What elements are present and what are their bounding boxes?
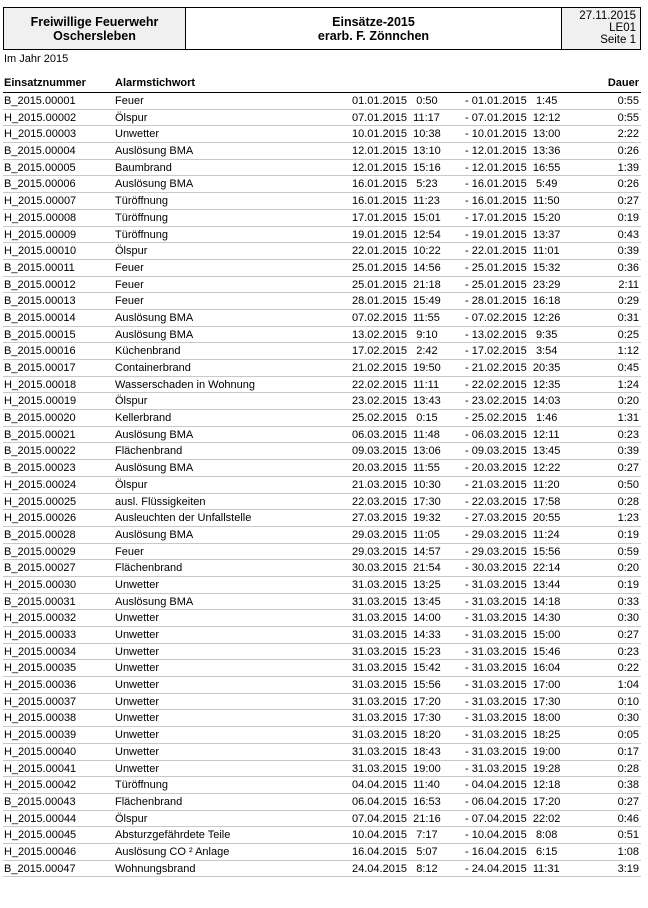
table-row	[3, 477, 641, 494]
cell-start-time: 10.04.2015 7:17	[352, 829, 438, 842]
meta-box	[562, 8, 640, 49]
column-header-dauer: Dauer	[607, 77, 639, 89]
cell-alarm-keyword: Türöffnung	[115, 211, 169, 224]
cell-end-time: - 12.01.2015 16:55	[465, 161, 561, 174]
cell-incident-number: H_2015.00039	[4, 729, 77, 742]
cell-duration: 0:27	[617, 462, 639, 475]
table-row	[3, 160, 641, 177]
cell-duration: 1:12	[617, 345, 639, 358]
cell-alarm-keyword: Türöffnung	[115, 779, 169, 792]
cell-alarm-keyword: Türöffnung	[115, 195, 169, 208]
cell-end-time: - 29.03.2015 15:56	[465, 545, 561, 558]
table-row	[3, 443, 641, 460]
cell-alarm-keyword: Containerbrand	[115, 362, 191, 374]
cell-duration: 0:59	[617, 545, 639, 558]
cell-end-time: - 31.03.2015 15:00	[465, 629, 561, 641]
cell-incident-number: B_2015.00017	[4, 362, 76, 374]
table-row	[3, 360, 641, 377]
cell-alarm-keyword: Auslösung BMA	[115, 145, 194, 158]
cell-alarm-keyword: Auslösung BMA	[115, 311, 194, 324]
report-subtitle: Im Jahr 2015	[4, 53, 69, 65]
cell-alarm-keyword: Flächenbrand	[115, 445, 183, 458]
cell-incident-number: B_2015.00029	[4, 545, 76, 558]
cell-duration: 0:27	[617, 629, 639, 641]
cell-end-time: - 23.02.2015 14:03	[465, 395, 561, 408]
cell-end-time: - 20.03.2015 12:22	[465, 462, 561, 475]
cell-end-time: - 30.03.2015 22:14	[465, 562, 561, 575]
cell-start-time: 16.01.2015 11:23	[352, 195, 440, 208]
cell-alarm-keyword: Feuer	[115, 545, 144, 558]
table-row	[3, 627, 641, 644]
cell-end-time: - 31.03.2015 18:25	[465, 729, 561, 742]
cell-end-time: - 12.01.2015 13:36	[465, 145, 561, 158]
cell-incident-number: B_2015.00016	[4, 345, 76, 358]
cell-end-time: - 16.01.2015 5:49	[465, 178, 558, 191]
table-row	[3, 110, 641, 127]
cell-alarm-keyword: Unwetter	[115, 629, 160, 641]
table-row	[3, 260, 641, 277]
cell-incident-number: H_2015.00008	[4, 211, 77, 224]
cell-alarm-keyword: Unwetter	[115, 578, 160, 591]
organization-city: Oschersleben	[53, 28, 136, 43]
cell-start-time: 31.03.2015 18:20	[352, 729, 441, 742]
cell-alarm-keyword: Türöffnung	[115, 228, 169, 241]
table-row	[3, 377, 641, 394]
cell-incident-number: H_2015.00046	[4, 845, 77, 858]
cell-duration: 1:31	[617, 412, 639, 425]
cell-end-time: - 10.04.2015 8:08	[465, 829, 558, 842]
cell-start-time: 25.01.2015 21:18	[352, 278, 441, 291]
cell-alarm-keyword: ausl. Flüssigkeiten	[115, 495, 206, 508]
table-row	[3, 777, 641, 794]
column-header-alarm: Alarmstichwort	[115, 77, 196, 89]
cell-duration: 0:28	[617, 762, 639, 775]
cell-alarm-keyword: Ölspur	[115, 111, 148, 124]
cell-incident-number: H_2015.00007	[4, 195, 77, 208]
cell-end-time: - 21.03.2015 11:20	[465, 478, 560, 491]
cell-end-time: - 16.04.2015 6:15	[465, 845, 558, 858]
cell-duration: 0:46	[617, 812, 639, 825]
cell-duration: 1:04	[617, 679, 639, 692]
cell-alarm-keyword: Wasserschaden in Wohnung	[115, 378, 256, 391]
cell-incident-number: H_2015.00044	[4, 812, 77, 825]
cell-incident-number: H_2015.00033	[4, 629, 77, 641]
cell-end-time: - 31.03.2015 17:30	[465, 695, 561, 708]
cell-start-time: 29.03.2015 14:57	[352, 545, 441, 558]
cell-duration: 0:27	[617, 195, 639, 208]
cell-end-time: - 31.03.2015 17:00	[465, 679, 561, 692]
cell-duration: 0:39	[617, 445, 639, 458]
cell-incident-number: B_2015.00023	[4, 462, 76, 475]
table-row	[3, 844, 641, 861]
cell-duration: 1:23	[617, 512, 639, 525]
cell-end-time: - 31.03.2015 13:44	[465, 578, 561, 591]
cell-alarm-keyword: Unwetter	[115, 645, 160, 658]
cell-start-time: 04.04.2015 11:40	[352, 779, 440, 792]
cell-end-time: - 04.04.2015 12:18	[465, 779, 561, 792]
cell-alarm-keyword: Feuer	[115, 278, 144, 291]
cell-alarm-keyword: Unwetter	[115, 695, 160, 708]
table-row	[3, 527, 641, 544]
cell-alarm-keyword: Baumbrand	[115, 161, 172, 174]
cell-start-time: 06.04.2015 16:53	[352, 795, 441, 808]
cell-duration: 0:31	[617, 311, 639, 324]
report-header	[3, 7, 641, 50]
cell-incident-number: B_2015.00013	[4, 295, 76, 308]
cell-incident-number: H_2015.00034	[4, 645, 77, 658]
cell-alarm-keyword: Wohnungsbrand	[115, 862, 196, 875]
cell-start-time: 19.01.2015 12:54	[352, 228, 441, 241]
cell-alarm-keyword: Unwetter	[115, 128, 160, 141]
cell-incident-number: B_2015.00014	[4, 311, 76, 324]
cell-alarm-keyword: Ölspur	[115, 245, 148, 258]
cell-incident-number: H_2015.00010	[4, 245, 77, 258]
table-row	[3, 293, 641, 310]
table-row	[3, 176, 641, 193]
cell-duration: 0:26	[617, 145, 639, 158]
table-row	[3, 610, 641, 627]
cell-end-time: - 24.04.2015 11:31	[465, 862, 560, 875]
cell-alarm-keyword: Ölspur	[115, 395, 148, 408]
cell-incident-number: H_2015.00019	[4, 395, 77, 408]
cell-incident-number: H_2015.00036	[4, 679, 77, 692]
cell-duration: 0:10	[617, 695, 639, 708]
cell-end-time: - 31.03.2015 19:00	[465, 745, 561, 758]
cell-duration: 0:23	[617, 428, 639, 441]
cell-alarm-keyword: Unwetter	[115, 712, 160, 725]
cell-alarm-keyword: Flächenbrand	[115, 562, 183, 575]
cell-duration: 0:38	[617, 779, 639, 792]
table-row	[3, 510, 641, 527]
cell-alarm-keyword: Flächenbrand	[115, 795, 183, 808]
cell-start-time: 22.01.2015 10:22	[352, 245, 441, 258]
cell-duration: 0:22	[617, 662, 639, 675]
cell-incident-number: B_2015.00022	[4, 445, 76, 458]
cell-alarm-keyword: Auslösung BMA	[115, 328, 194, 341]
cell-incident-number: B_2015.00021	[4, 428, 76, 441]
cell-alarm-keyword: Absturzgefährdete Teile	[115, 829, 231, 842]
organization-box	[4, 8, 186, 49]
table-row	[3, 577, 641, 594]
cell-start-time: 20.03.2015 11:55	[352, 462, 440, 475]
cell-start-time: 31.03.2015 13:45	[352, 595, 441, 608]
table-row	[3, 660, 641, 677]
cell-start-time: 28.01.2015 15:49	[352, 295, 441, 308]
cell-start-time: 01.01.2015 0:50	[352, 95, 438, 107]
cell-end-time: - 17.02.2015 3:54	[465, 345, 558, 358]
cell-end-time: - 22.01.2015 11:01	[465, 245, 560, 258]
table-row	[3, 210, 641, 227]
cell-start-time: 16.04.2015 5:07	[352, 845, 438, 858]
cell-duration: 0:50	[617, 478, 639, 491]
cell-alarm-keyword: Auslösung BMA	[115, 595, 194, 608]
cell-start-time: 31.03.2015 17:30	[352, 712, 441, 725]
cell-start-time: 07.04.2015 21:16	[352, 812, 441, 825]
cell-duration: 0:55	[617, 111, 639, 124]
cell-duration: 0:28	[617, 495, 639, 508]
table-row	[3, 544, 641, 561]
cell-duration: 0:29	[617, 295, 639, 308]
cell-start-time: 29.03.2015 11:05	[352, 528, 440, 541]
cell-start-time: 31.03.2015 17:20	[352, 695, 441, 708]
cell-duration: 0:27	[617, 795, 639, 808]
cell-start-time: 12.01.2015 15:16	[352, 161, 441, 174]
cell-incident-number: B_2015.00043	[4, 795, 76, 808]
cell-start-time: 22.03.2015 17:30	[352, 495, 441, 508]
title-box	[186, 8, 562, 49]
cell-alarm-keyword: Ölspur	[115, 478, 148, 491]
cell-alarm-keyword: Unwetter	[115, 762, 160, 775]
cell-end-time: - 31.03.2015 18:00	[465, 712, 561, 725]
cell-incident-number: B_2015.00001	[4, 95, 76, 107]
cell-start-time: 10.01.2015 10:38	[352, 128, 441, 141]
cell-incident-number: B_2015.00006	[4, 178, 76, 191]
table-row	[3, 310, 641, 327]
cell-duration: 0:19	[617, 211, 639, 224]
cell-end-time: - 31.03.2015 14:18	[465, 595, 561, 608]
cell-start-time: 07.02.2015 11:55	[352, 311, 440, 324]
cell-end-time: - 29.03.2015 11:24	[465, 528, 560, 541]
table-row	[3, 727, 641, 744]
table-row	[3, 744, 641, 761]
table-row	[3, 694, 641, 711]
cell-duration: 0:20	[617, 395, 639, 408]
cell-incident-number: B_2015.00005	[4, 161, 76, 174]
table-row	[3, 494, 641, 511]
table-row	[3, 143, 641, 160]
cell-duration: 0:19	[617, 578, 639, 591]
cell-end-time: - 21.02.2015 20:35	[465, 362, 561, 374]
cell-start-time: 31.03.2015 19:00	[352, 762, 441, 775]
incident-table	[3, 93, 641, 877]
cell-duration: 0:26	[617, 178, 639, 191]
cell-alarm-keyword: Ölspur	[115, 812, 148, 825]
cell-end-time: - 28.01.2015 16:18	[465, 295, 561, 308]
cell-alarm-keyword: Unwetter	[115, 745, 160, 758]
cell-end-time: - 22.03.2015 17:58	[465, 495, 561, 508]
cell-duration: 0:55	[617, 95, 639, 107]
table-row	[3, 410, 641, 427]
cell-start-time: 31.03.2015 14:33	[352, 629, 441, 641]
cell-alarm-keyword: Feuer	[115, 295, 144, 308]
cell-incident-number: H_2015.00003	[4, 128, 77, 141]
table-row	[3, 427, 641, 444]
cell-incident-number: H_2015.00026	[4, 512, 77, 525]
cell-incident-number: H_2015.00040	[4, 745, 77, 758]
cell-start-time: 17.01.2015 15:01	[352, 211, 441, 224]
cell-end-time: - 13.02.2015 9:35	[465, 328, 558, 341]
cell-end-time: - 25.02.2015 1:46	[465, 412, 558, 425]
cell-start-time: 31.03.2015 15:23	[352, 645, 441, 658]
table-row	[3, 393, 641, 410]
cell-alarm-keyword: Auslösung BMA	[115, 178, 194, 191]
cell-end-time: - 07.01.2015 12:12	[465, 111, 561, 124]
cell-alarm-keyword: Kellerbrand	[115, 412, 172, 425]
table-row	[3, 327, 641, 344]
cell-alarm-keyword: Unwetter	[115, 679, 160, 692]
cell-duration: 0:39	[617, 245, 639, 258]
cell-start-time: 24.04.2015 8:12	[352, 862, 438, 875]
cell-incident-number: H_2015.00042	[4, 779, 77, 792]
cell-end-time: - 07.02.2015 12:26	[465, 311, 561, 324]
cell-incident-number: H_2015.00037	[4, 695, 77, 708]
cell-duration: 2:11	[618, 278, 639, 291]
table-row	[3, 243, 641, 260]
cell-alarm-keyword: Feuer	[115, 95, 144, 107]
cell-end-time: - 19.01.2015 13:37	[465, 228, 561, 241]
cell-start-time: 31.03.2015 18:43	[352, 745, 441, 758]
cell-end-time: - 16.01.2015 11:50	[465, 195, 560, 208]
report-author: erarb. F. Zönnchen	[317, 28, 430, 43]
cell-incident-number: B_2015.00031	[4, 595, 76, 608]
cell-incident-number: H_2015.00041	[4, 762, 77, 775]
cell-incident-number: H_2015.00030	[4, 578, 77, 591]
cell-start-time: 31.03.2015 15:56	[352, 679, 441, 692]
cell-alarm-keyword: Auslösung BMA	[115, 528, 194, 541]
cell-duration: 0:17	[617, 745, 639, 758]
cell-incident-number: B_2015.00047	[4, 862, 76, 875]
cell-incident-number: B_2015.00020	[4, 412, 76, 425]
cell-incident-number: H_2015.00032	[4, 612, 77, 625]
cell-alarm-keyword: Auslösung BMA	[115, 428, 194, 441]
organization-name: Freiwillige Feuerwehr	[30, 14, 159, 29]
cell-start-time: 31.03.2015 15:42	[352, 662, 441, 675]
cell-end-time: - 31.03.2015 19:28	[465, 762, 561, 775]
table-row	[3, 644, 641, 661]
table-row	[3, 677, 641, 694]
table-row	[3, 811, 641, 828]
cell-duration: 0:25	[617, 328, 639, 341]
table-row	[3, 227, 641, 244]
cell-incident-number: H_2015.00018	[4, 378, 77, 391]
cell-alarm-keyword: Unwetter	[115, 729, 160, 742]
cell-start-time: 07.01.2015 11:17	[352, 111, 440, 124]
cell-alarm-keyword: Ausleuchten der Unfallstelle	[115, 512, 252, 525]
cell-incident-number: H_2015.00038	[4, 712, 77, 725]
cell-start-time: 21.02.2015 19:50	[352, 362, 441, 374]
cell-duration: 0:30	[617, 612, 639, 625]
cell-duration: 0:33	[617, 595, 639, 608]
table-row	[3, 193, 641, 210]
report-title: Einsätze-2015	[332, 14, 415, 29]
cell-start-time: 25.02.2015 0:15	[352, 412, 438, 425]
cell-incident-number: H_2015.00035	[4, 662, 77, 675]
cell-incident-number: B_2015.00027	[4, 562, 76, 575]
cell-end-time: - 06.03.2015 12:11	[465, 428, 560, 441]
table-row	[3, 761, 641, 778]
cell-start-time: 31.03.2015 13:25	[352, 578, 441, 591]
cell-alarm-keyword: Auslösung BMA	[115, 462, 194, 475]
table-row	[3, 861, 641, 878]
cell-end-time: - 01.01.2015 1:45	[465, 95, 558, 107]
cell-incident-number: B_2015.00028	[4, 528, 76, 541]
table-row	[3, 710, 641, 727]
cell-end-time: - 25.01.2015 23:29	[465, 278, 561, 291]
cell-end-time: - 31.03.2015 16:04	[465, 662, 561, 675]
table-row	[3, 827, 641, 844]
table-row	[3, 594, 641, 611]
cell-start-time: 17.02.2015 2:42	[352, 345, 438, 358]
cell-incident-number: H_2015.00002	[4, 111, 77, 124]
cell-duration: 0:23	[617, 645, 639, 658]
cell-end-time: - 22.02.2015 12:35	[465, 378, 561, 391]
table-row	[3, 126, 641, 143]
cell-alarm-keyword: Unwetter	[115, 612, 160, 625]
cell-end-time: - 31.03.2015 15:46	[465, 645, 561, 658]
cell-incident-number: B_2015.00015	[4, 328, 76, 341]
cell-incident-number: B_2015.00012	[4, 278, 76, 291]
column-header-row	[3, 76, 641, 93]
report-date: 27.11.2015	[579, 10, 636, 22]
cell-start-time: 16.01.2015 5:23	[352, 178, 438, 191]
cell-end-time: - 10.01.2015 13:00	[465, 128, 561, 141]
cell-end-time: - 06.04.2015 17:20	[465, 795, 561, 808]
cell-end-time: - 27.03.2015 20:55	[465, 512, 561, 525]
cell-end-time: - 31.03.2015 14:30	[465, 612, 561, 625]
cell-start-time: 31.03.2015 14:00	[352, 612, 441, 625]
cell-duration: 1:24	[617, 378, 639, 391]
table-row	[3, 93, 641, 110]
cell-start-time: 30.03.2015 21:54	[352, 562, 441, 575]
cell-incident-number: B_2015.00004	[4, 145, 76, 158]
cell-incident-number: H_2015.00025	[4, 495, 77, 508]
cell-incident-number: H_2015.00024	[4, 478, 77, 491]
cell-start-time: 13.02.2015 9:10	[352, 328, 438, 341]
cell-alarm-keyword: Küchenbrand	[115, 345, 181, 358]
cell-duration: 0:36	[617, 261, 639, 274]
cell-alarm-keyword: Unwetter	[115, 662, 160, 675]
cell-duration: 3:19	[617, 862, 639, 875]
cell-duration: 0:51	[617, 829, 639, 842]
cell-start-time: 21.03.2015 10:30	[352, 478, 441, 491]
report-code: LE01	[609, 22, 636, 34]
cell-duration: 0:19	[617, 528, 639, 541]
table-row	[3, 277, 641, 294]
cell-duration: 0:30	[617, 712, 639, 725]
cell-start-time: 25.01.2015 14:56	[352, 261, 441, 274]
cell-end-time: - 07.04.2015 22:02	[465, 812, 561, 825]
cell-alarm-keyword: Auslösung CO ² Anlage	[115, 845, 230, 858]
cell-end-time: - 17.01.2015 15:20	[465, 211, 561, 224]
cell-end-time: - 09.03.2015 13:45	[465, 445, 561, 458]
page-number: Seite 1	[600, 34, 636, 46]
cell-duration: 0:20	[617, 562, 639, 575]
cell-end-time: - 25.01.2015 15:32	[465, 261, 561, 274]
table-row	[3, 560, 641, 577]
cell-start-time: 09.03.2015 13:06	[352, 445, 441, 458]
table-row	[3, 343, 641, 360]
cell-incident-number: H_2015.00009	[4, 228, 77, 241]
cell-duration: 1:08	[617, 845, 639, 858]
cell-start-time: 06.03.2015 11:48	[352, 428, 440, 441]
cell-duration: 0:43	[617, 228, 639, 241]
cell-incident-number: H_2015.00045	[4, 829, 77, 842]
cell-start-time: 22.02.2015 11:11	[352, 378, 440, 391]
cell-duration: 1:39	[617, 161, 639, 174]
column-header-nr: Einsatznummer	[4, 77, 86, 89]
cell-duration: 2:22	[617, 128, 639, 141]
cell-start-time: 27.03.2015 19:32	[352, 512, 441, 525]
cell-duration: 0:05	[617, 729, 639, 742]
cell-alarm-keyword: Feuer	[115, 261, 144, 274]
cell-incident-number: B_2015.00011	[4, 261, 75, 274]
table-row	[3, 460, 641, 477]
table-row	[3, 794, 641, 811]
cell-start-time: 23.02.2015 13:43	[352, 395, 441, 408]
cell-start-time: 12.01.2015 13:10	[352, 145, 441, 158]
cell-duration: 0:45	[617, 362, 639, 374]
